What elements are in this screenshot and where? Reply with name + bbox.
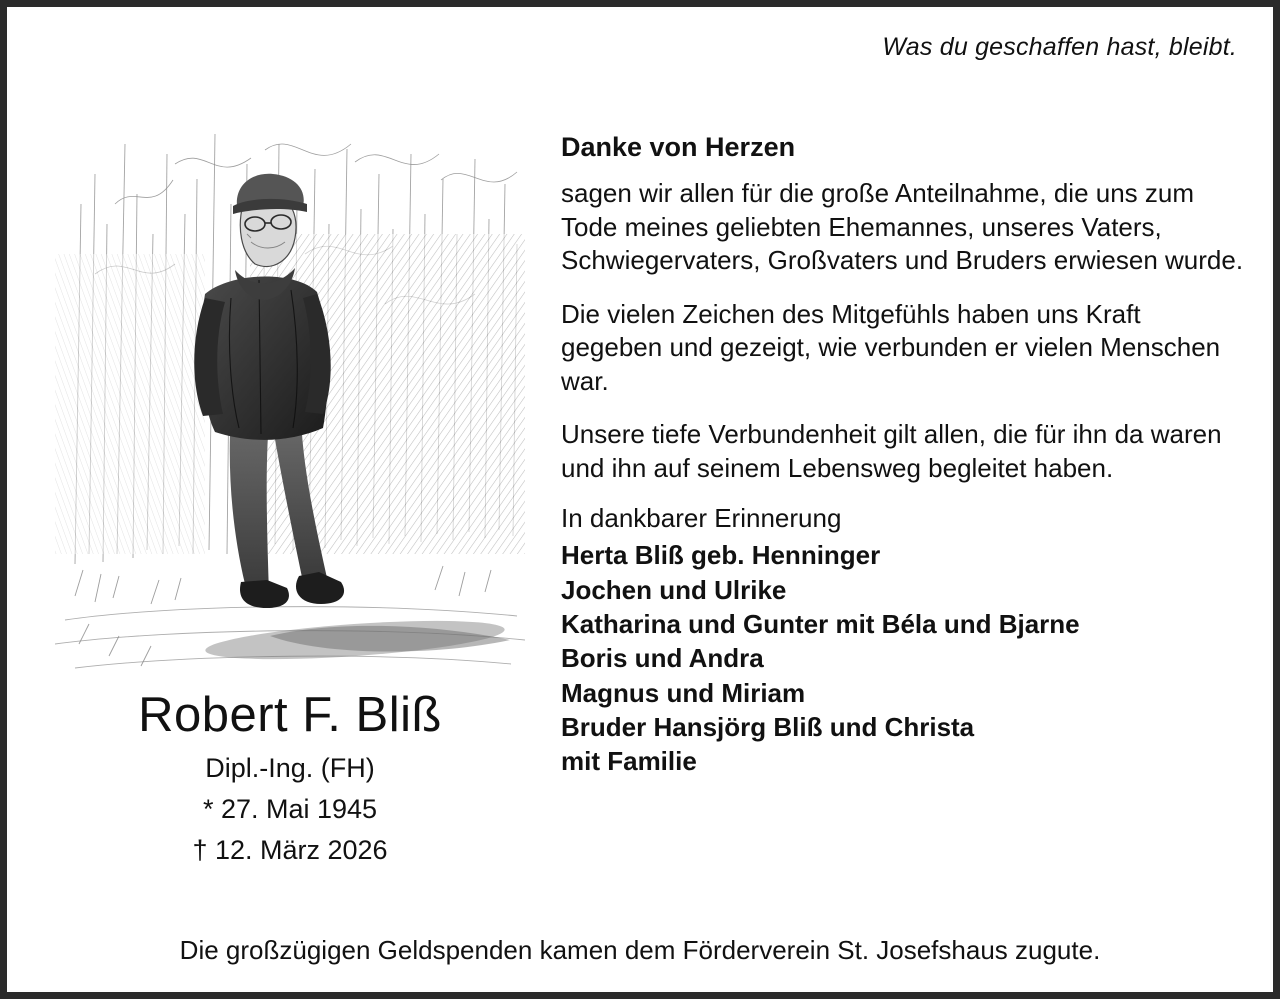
family-list	[561, 538, 1245, 778]
in-memory-label: In dankbarer Erinnerung	[561, 503, 842, 534]
motto-text: Was du geschaffen hast, bleibt.	[882, 33, 1237, 61]
family-member: mit Familie	[561, 746, 697, 777]
family-member: Herta Bliß geb. Henninger	[561, 540, 881, 571]
death-date: † 12. März 2026	[192, 835, 388, 866]
card-columns	[35, 80, 1245, 922]
portrait-illustration	[55, 84, 525, 684]
thanks-heading: Danke von Herzen	[561, 132, 796, 162]
donation-note: Die großzügigen Geldspenden kamen dem Förderverein St. Josefshaus zugute.	[179, 935, 1101, 965]
thanks-paragraph-2: Die vielen Zeichen des Mitgefühls haben uns Kraft gegeben und gezeigt, wie verbunden er vielen Menschen war.	[561, 298, 1221, 396]
right-column	[545, 80, 1245, 778]
family-member: Magnus und Miriam	[561, 677, 806, 708]
left-column	[35, 80, 545, 866]
portrait-illustration-icon	[55, 84, 525, 684]
deceased-title: Dipl.-Ing. (FH)	[205, 753, 375, 784]
card-inner	[7, 7, 1273, 992]
deceased-name: Robert F. Bliß	[138, 688, 442, 742]
family-member: Jochen und Ulrike	[561, 574, 787, 605]
birth-date: * 27. Mai 1945	[202, 794, 378, 825]
family-member: Boris und Andra	[561, 643, 764, 674]
family-member: Bruder Hansjörg Bliß und Christa	[561, 711, 975, 742]
thanks-paragraph-3: Unsere tiefe Verbundenheit gilt allen, die für ihn da waren und ihn auf seinem Lebensweg begleitet haben.	[561, 419, 1222, 483]
family-member: Katharina und Gunter mit Béla und Bjarne	[561, 608, 1080, 639]
thanks-paragraph-1: sagen wir allen für die große Anteilnahme, die uns zum Tode meines geliebten Ehemannes, unseres Vaters, Schwiegervaters, Großvaters und Bruders erwiesen wurde.	[561, 178, 1244, 276]
